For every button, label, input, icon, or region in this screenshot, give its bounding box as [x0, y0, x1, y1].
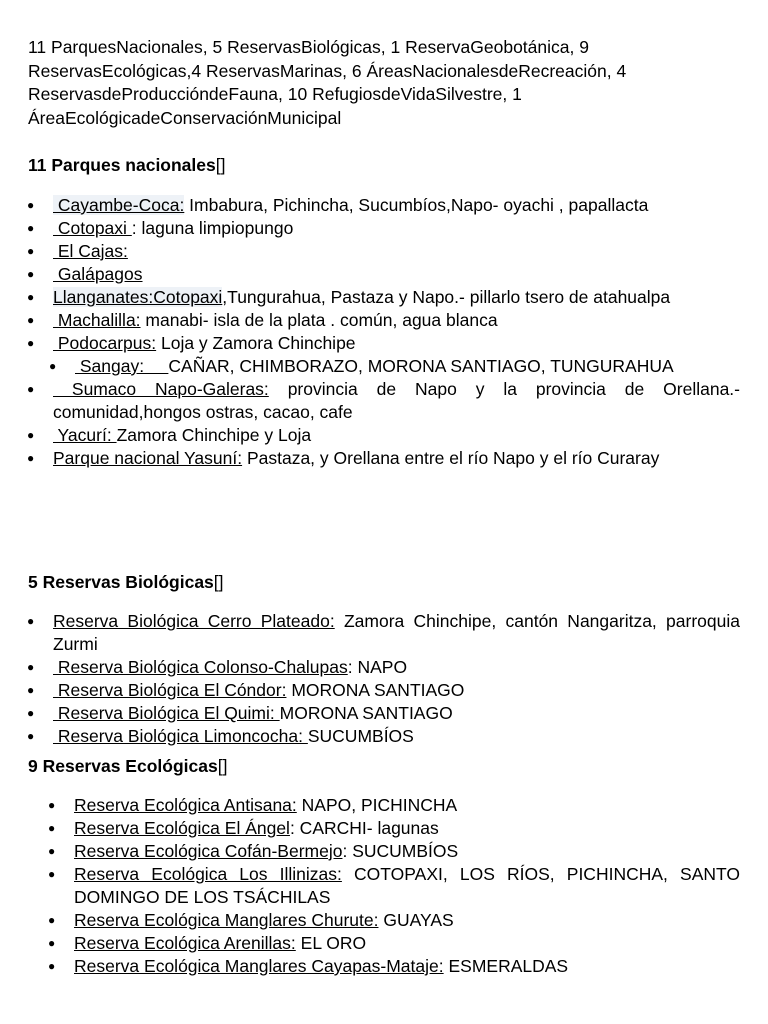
item-link[interactable]: Reserva Ecológica Antisana:	[74, 795, 297, 815]
item-link[interactable]: Sumaco Napo-Galeras:	[53, 379, 269, 399]
heading-text: 9 Reservas Ecológicas	[28, 756, 218, 776]
item-description: Imbabura, Pichincha, Sucumbíos,Napo- oyachi , papallacta	[184, 195, 649, 215]
item-link[interactable]: Reserva Biológica Limoncocha:	[53, 726, 308, 746]
bullet-icon: ●	[27, 382, 35, 396]
list-item	[27, 424, 740, 447]
item-description: SUCUMBÍOS	[307, 726, 414, 746]
section-heading-biologicas	[28, 571, 224, 593]
list-item	[27, 378, 740, 424]
list-item	[48, 794, 740, 817]
bullet-icon: ●	[27, 729, 35, 743]
section-heading-parques	[28, 154, 225, 176]
heading-text: 11 Parques nacionales	[28, 155, 216, 175]
list-item	[27, 263, 740, 286]
item-link[interactable]: Podocarpus:	[53, 333, 157, 353]
item-link[interactable]: Reserva Biológica El Quimi:	[53, 703, 280, 723]
edit-bracket[interactable]: []	[215, 155, 226, 175]
bullet-icon: ●	[27, 198, 35, 212]
item-link[interactable]: Parque nacional Yasuní:	[53, 448, 243, 468]
list-item	[27, 702, 740, 725]
item-description: Pastaza, y Orellana entre el río Napo y el río Curaray	[242, 448, 660, 468]
item-description: MORONA SANTIAGO	[279, 703, 453, 723]
item-link[interactable]: Reserva Biológica El Cóndor:	[53, 680, 287, 700]
item-link[interactable]: Cotopaxi	[53, 218, 132, 238]
item-description: : SUCUMBÍOS	[342, 841, 459, 861]
bullet-icon: ●	[48, 959, 56, 973]
item-description: Zamora Chinchipe, cantón Nangaritza, parroquia Zurmi	[53, 611, 740, 654]
item-description: MORONA SANTIAGO	[286, 680, 465, 700]
item-description: EL ORO	[295, 933, 367, 953]
item-link[interactable]: Machalilla:	[53, 310, 141, 330]
item-description: COTOPAXI, LOS RÍOS, PICHINCHA, SANTO DOMINGO DE LOS TSÁCHILAS	[74, 864, 740, 907]
item-link[interactable]: Llanganates:Cotopaxi	[53, 287, 223, 307]
ecologicas-list	[48, 794, 740, 978]
item-link[interactable]: Reserva Ecológica El Ángel	[74, 818, 290, 838]
list-item	[48, 840, 740, 863]
list-item	[27, 679, 740, 702]
list-item	[27, 217, 740, 240]
item-link[interactable]: Reserva Biológica Cerro Plateado:	[53, 611, 335, 631]
bullet-icon: ●	[49, 359, 57, 373]
list-item	[27, 656, 740, 679]
edit-bracket[interactable]: []	[213, 572, 224, 592]
bullet-icon: ●	[27, 313, 35, 327]
bullet-icon: ●	[48, 936, 56, 950]
heading-text: 5 Reservas Biológicas	[28, 572, 214, 592]
item-link[interactable]: Reserva Ecológica Manglares Cayapas-Mataje:	[74, 956, 444, 976]
bullet-icon: ●	[27, 660, 35, 674]
item-link[interactable]: Reserva Ecológica Cofán-Bermejo	[74, 841, 343, 861]
list-item	[27, 332, 740, 355]
item-description: ,Tungurahua, Pastaza y Napo.- pillarlo tsero de atahualpa	[222, 287, 671, 307]
item-description: manabi- isla de la plata . común, agua blanca	[140, 310, 498, 330]
item-link[interactable]: Reserva Ecológica Manglares Churute:	[74, 910, 379, 930]
list-item	[27, 725, 740, 748]
bullet-icon: ●	[27, 221, 35, 235]
item-description: ESMERALDAS	[443, 956, 569, 976]
bullet-icon: ●	[48, 844, 56, 858]
bullet-icon: ●	[48, 821, 56, 835]
list-item	[27, 240, 740, 263]
list-item	[48, 932, 740, 955]
list-item	[48, 817, 740, 840]
bullet-icon: ●	[27, 451, 35, 465]
item-description: : laguna limpiopungo	[131, 218, 294, 238]
item-description: Loja y Zamora Chinchipe	[156, 333, 356, 353]
intro-paragraph: 11 ParquesNacionales, 5 ReservasBiológicas, 1 ReservaGeobotánica, 9 ReservasEcológicas,4 ReservasMarinas, 6 ÁreasNacionalesdeRecreación, 4 ReservasdeProduccióndeFauna, 10 RefugiosdeVidaSilvestre, 1 ÁreaEcológicadeConservaciónMunicipal	[28, 37, 627, 128]
section-heading-ecologicas	[28, 755, 227, 777]
item-link[interactable]: Sangay:	[75, 356, 169, 376]
item-link[interactable]: Reserva Biológica Colonso-Chalupas	[53, 657, 348, 677]
bullet-icon: ●	[27, 244, 35, 258]
bullet-icon: ●	[27, 706, 35, 720]
item-link[interactable]: El Cajas:	[53, 241, 128, 261]
list-item	[48, 863, 740, 909]
bullet-icon: ●	[48, 798, 56, 812]
bullet-icon: ●	[27, 683, 35, 697]
item-link[interactable]: Yacurí:	[53, 425, 117, 445]
item-description: : CARCHI- lagunas	[289, 818, 439, 838]
item-description: provincia de Napo y la provincia de Orellana.- comunidad,hongos ostras, cacao, cafe	[53, 379, 740, 422]
list-item	[27, 194, 740, 217]
bullet-icon: ●	[27, 614, 35, 628]
item-link[interactable]: Reserva Ecológica Los Illinizas:	[74, 864, 342, 884]
list-item	[48, 955, 740, 978]
item-link[interactable]: Galápagos	[53, 264, 143, 284]
item-link[interactable]: Reserva Ecológica Arenillas:	[74, 933, 296, 953]
parques-list	[27, 194, 740, 470]
item-description: : NAPO	[347, 657, 408, 677]
bullet-icon: ●	[48, 867, 56, 881]
bullet-icon: ●	[27, 336, 35, 350]
bullet-icon: ●	[48, 913, 56, 927]
list-item	[48, 909, 740, 932]
item-description: CAÑAR, CHIMBORAZO, MORONA SANTIAGO, TUNGURAHUA	[168, 356, 674, 376]
item-link[interactable]: Cayambe-Coca:	[53, 195, 185, 215]
list-item	[49, 355, 740, 378]
list-item	[27, 610, 740, 656]
bullet-icon: ●	[27, 267, 35, 281]
biologicas-list	[27, 610, 740, 748]
edit-bracket[interactable]: []	[217, 756, 228, 776]
list-item	[27, 309, 740, 332]
list-item	[27, 286, 740, 309]
item-description: Zamora Chinchipe y Loja	[116, 425, 312, 445]
item-description: GUAYAS	[378, 910, 454, 930]
list-item	[27, 447, 740, 470]
bullet-icon: ●	[27, 428, 35, 442]
item-description: NAPO, PICHINCHA	[296, 795, 458, 815]
bullet-icon: ●	[27, 290, 35, 304]
